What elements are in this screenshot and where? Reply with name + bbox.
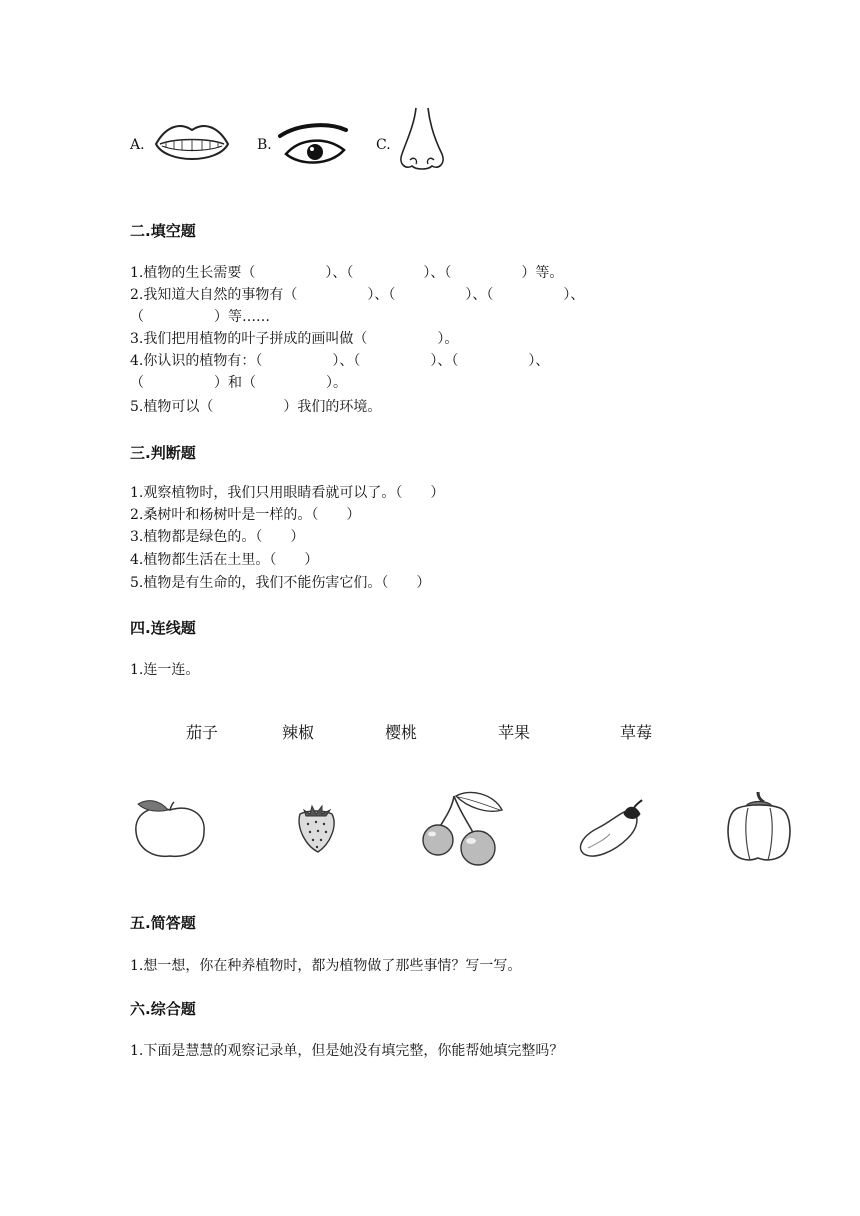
fill-blank-q4-line1: 4.你认识的植物有：（ ）、（ ）、（ ）、: [130, 353, 550, 369]
apple-icon: [130, 796, 210, 860]
pepper-icon: [724, 790, 794, 864]
judge-q2: 2.桑树叶和杨树叶是一样的。（ ）: [130, 507, 361, 523]
cherry-icon: [418, 790, 508, 866]
fill-blank-q3: 3.我们把用植物的叶子拼成的画叫做（ ）。: [130, 331, 459, 347]
option-b-label: B.: [257, 137, 272, 153]
short-answer-title: 五.简答题: [130, 914, 196, 932]
option-c-label: C.: [376, 137, 391, 153]
eggplant-icon: [574, 800, 646, 858]
mouth-icon: [152, 118, 232, 170]
label-strawberry: 草莓: [620, 723, 653, 742]
label-apple: 苹果: [498, 723, 531, 742]
comprehensive-title: 六.综合题: [130, 1000, 196, 1018]
option-a-label: A.: [130, 137, 145, 153]
fill-blank-q2-line1: 2.我知道大自然的事物有（ ）、（ ）、（ ）、: [130, 287, 585, 303]
nose-icon: [396, 106, 448, 172]
eye-icon: [278, 122, 350, 170]
label-cherry: 樱桃: [385, 723, 418, 742]
fill-blank-q2-line2: （ ）等……: [130, 309, 270, 325]
strawberry-icon: [292, 800, 340, 854]
judge-q3: 3.植物都是绿色的。（ ）: [130, 529, 305, 545]
matching-q1: 1.连一连。: [130, 662, 200, 678]
matching-title: 四.连线题: [130, 619, 196, 637]
judge-title: 三.判断题: [130, 444, 196, 462]
label-eggplant: 茄子: [186, 723, 219, 742]
fill-blank-q4-line2: （ ）和（ ）。: [130, 375, 347, 391]
comprehensive-q1: 1.下面是慧慧的观察记录单，但是她没有填完整，你能帮她填完整吗？: [130, 1043, 564, 1059]
short-answer-q1: 1.想一想，你在种养植物时，都为植物做了那些事情？写一写。: [130, 958, 522, 974]
fill-blank-q1: 1.植物的生长需要（ ）、（ ）、（ ）等。: [130, 265, 564, 281]
fill-blank-q5: 5.植物可以（ ）我们的环境。: [130, 399, 382, 415]
label-pepper: 辣椒: [282, 723, 315, 742]
judge-q4: 4.植物都生活在土里。（ ）: [130, 552, 319, 568]
fill-blank-title: 二.填空题: [130, 222, 196, 240]
judge-q5: 5.植物是有生命的，我们不能伤害它们。（ ）: [130, 575, 431, 591]
judge-q1: 1.观察植物时，我们只用眼睛看就可以了。（ ）: [130, 485, 445, 501]
